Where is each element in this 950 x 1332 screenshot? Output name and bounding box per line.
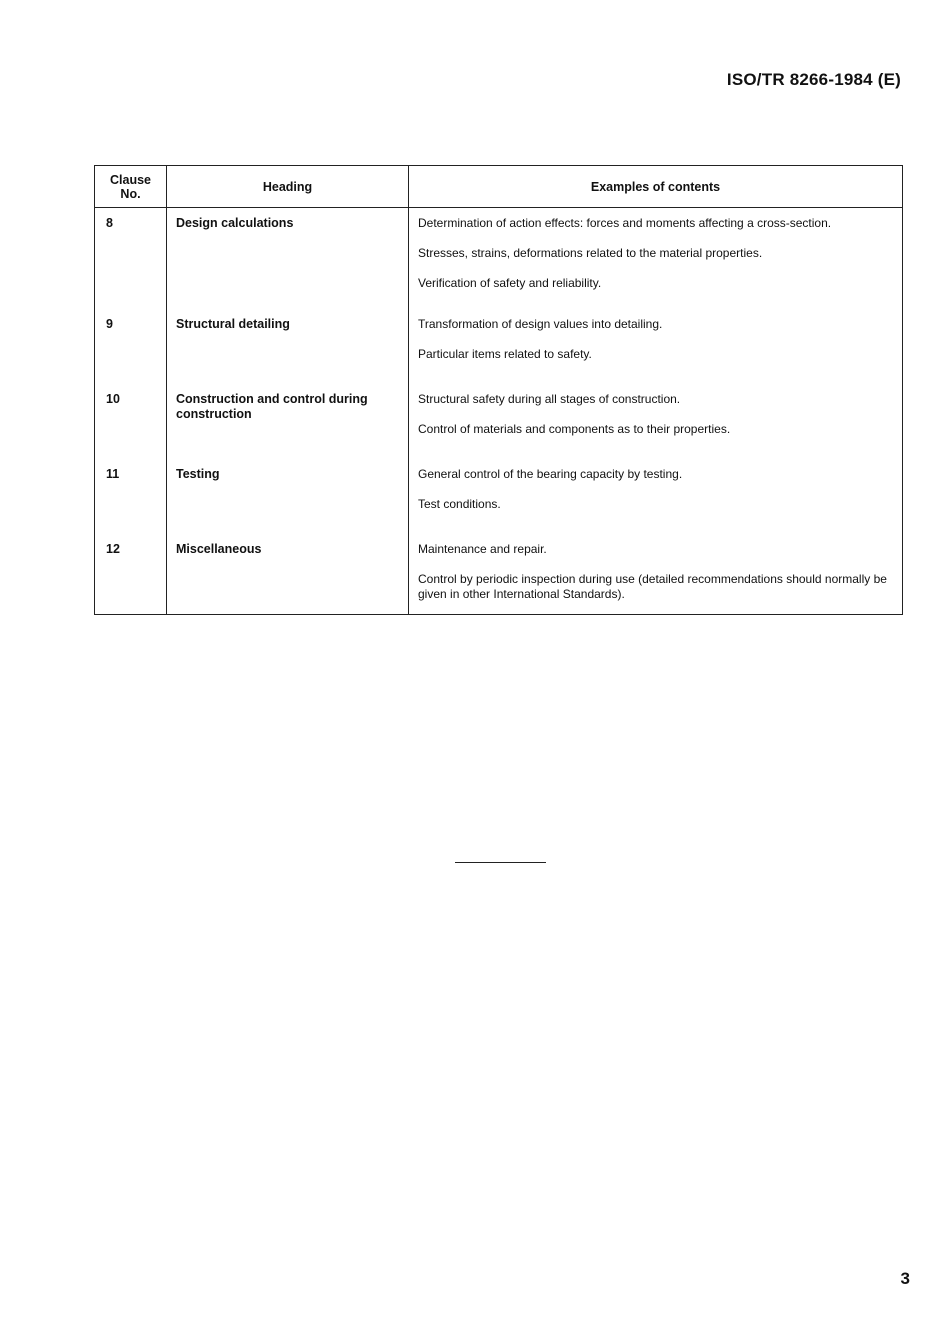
example-item: Verification of safety and reliability. bbox=[418, 276, 602, 290]
page-number: 3 bbox=[900, 1269, 910, 1288]
example-item: Stresses, strains, deformations related to the material properties. bbox=[418, 246, 763, 260]
clause-number: 8 bbox=[95, 208, 167, 309]
example-item: Determination of action effects: forces and moments affecting a cross-section. bbox=[418, 216, 832, 230]
examples-cell bbox=[409, 383, 903, 458]
table-row bbox=[95, 208, 903, 309]
examples-cell bbox=[409, 208, 903, 309]
clause-heading: Miscellaneous bbox=[167, 533, 409, 615]
table-row bbox=[95, 533, 903, 615]
clause-heading: Testing bbox=[167, 458, 409, 533]
end-of-section-rule bbox=[455, 862, 546, 863]
clause-heading: Construction and control during construction bbox=[167, 383, 409, 458]
table-row bbox=[95, 458, 903, 533]
clause-heading: Design calculations bbox=[167, 208, 409, 309]
example-item: Structural safety during all stages of construction. bbox=[418, 392, 681, 406]
column-header-heading: Heading bbox=[167, 166, 409, 208]
clause-number: 10 bbox=[95, 383, 167, 458]
table-row bbox=[95, 308, 903, 383]
example-item: Control by periodic inspection during use (detailed recommendations should normally be given in other International Standards). bbox=[418, 572, 887, 601]
column-header-clause: Clause No. bbox=[95, 166, 167, 208]
table-row bbox=[95, 383, 903, 458]
clause-number: 12 bbox=[95, 533, 167, 615]
contents-table bbox=[94, 165, 903, 615]
example-item: Particular items related to safety. bbox=[418, 347, 592, 361]
example-item: General control of the bearing capacity by testing. bbox=[418, 467, 683, 481]
clause-heading: Structural detailing bbox=[167, 308, 409, 383]
example-item: Test conditions. bbox=[418, 497, 501, 511]
example-item: Control of materials and components as to their properties. bbox=[418, 422, 731, 436]
examples-cell bbox=[409, 308, 903, 383]
example-item: Transformation of design values into detailing. bbox=[418, 317, 663, 331]
example-item: Maintenance and repair. bbox=[418, 542, 547, 556]
examples-cell bbox=[409, 533, 903, 615]
column-header-examples: Examples of contents bbox=[409, 166, 903, 208]
clause-number: 11 bbox=[95, 458, 167, 533]
table-header-row bbox=[95, 166, 903, 208]
clause-number: 9 bbox=[95, 308, 167, 383]
examples-cell bbox=[409, 458, 903, 533]
document-id: ISO/TR 8266-1984 (E) bbox=[726, 70, 901, 89]
